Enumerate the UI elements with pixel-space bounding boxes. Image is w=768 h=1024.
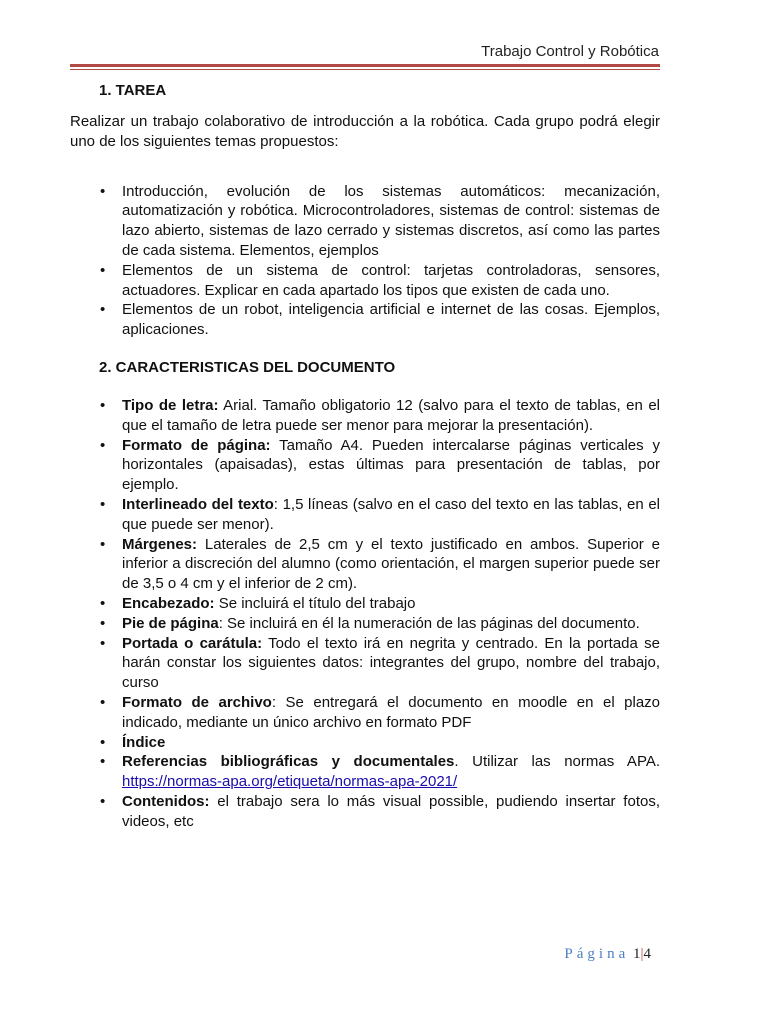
topic-item: • Introducción, evolución de los sistemas automáticos: mecanización, automatización y robótica. Microcontroladores, sistemas de control: sistemas de lazo abierto, sistemas de lazo cerrado y sistemas discretos, así como las partes de cada sistema. Elementos, ejemplos	[122, 182, 660, 261]
topic-item: • Elementos de un robot, inteligencia artificial e internet de las cosas. Ejemplos, aplicaciones.	[122, 300, 660, 340]
characteristic-text: Todo el texto irá en negrita y centrado. En la portada se harán constar los siguientes datos: integrantes del grupo, nombre del trabajo, curso	[122, 634, 660, 692]
characteristic-text: : 1,5 líneas (salvo en el caso del texto en las tablas, en el que puede ser menor).	[122, 495, 660, 533]
characteristic-term: Referencias bibliográficas y documentales	[122, 753, 455, 771]
characteristics-list	[122, 396, 660, 832]
characteristic-term: Índice	[122, 733, 166, 751]
characteristic-item	[122, 495, 660, 535]
characteristic-text: Laterales de 2,5 cm y el texto justificado en ambos. Superior e inferior a discreción del alumno (como orientación, el margen superior puede ser de 3,5 o 4 cm y el inferior de 2 cm).	[122, 535, 660, 593]
characteristic-item	[122, 693, 660, 733]
characteristic-term: Márgenes:	[122, 535, 198, 553]
page-label: Página	[564, 946, 630, 962]
header-rule-thin	[70, 69, 660, 70]
header-rule	[70, 64, 660, 67]
characteristic-term: Formato de página:	[122, 436, 271, 454]
characteristic-item	[122, 733, 660, 753]
topic-item: • Elementos de un sistema de control: tarjetas controladoras, sensores, actuadores. Explicar en cada apartado los tipos que existen de cada uno.	[122, 261, 660, 301]
characteristic-term: Tipo de letra:	[122, 396, 219, 414]
section-heading-caracteristicas: 2. CARACTERISTICAS DEL DOCUMENTO	[99, 358, 396, 376]
characteristic-text: Arial. Tamaño obligatorio 12 (salvo para el texto de tablas, en el que el tamaño de letra puede ser menor para mejorar la presentación).	[122, 396, 660, 434]
characteristic-text: . Utilizar las normas APA.	[454, 753, 661, 771]
characteristic-term: Formato de archivo	[122, 693, 272, 711]
document-body	[70, 80, 660, 832]
characteristic-text: Tamaño A4. Pueden intercalarse páginas verticales y horizontales (apaisadas), estas últimas para presentación de tablas, por ejemplo.	[122, 436, 660, 494]
characteristic-term: Pie de página	[122, 614, 219, 632]
characteristic-term: Encabezado:	[122, 594, 215, 612]
page-footer	[564, 946, 651, 963]
characteristic-text: Se incluirá el título del trabajo	[214, 594, 416, 612]
characteristic-item	[122, 535, 660, 594]
characteristic-term: Contenidos:	[122, 792, 210, 810]
characteristic-item	[122, 634, 660, 693]
characteristic-item	[122, 396, 660, 436]
characteristic-text: : Se entregará el documento en moodle en el plazo indicado, mediante un único archivo en formato PDF	[122, 693, 660, 731]
section-heading-tarea: 1. TAREA	[99, 82, 167, 99]
characteristic-item	[122, 614, 660, 634]
topics-list	[122, 182, 660, 340]
page-separator: |	[640, 946, 644, 962]
characteristic-item	[122, 594, 660, 614]
apa-norms-link[interactable]: https://normas-apa.org/etiqueta/normas-apa-2021/	[122, 773, 458, 791]
characteristic-text: el trabajo sera lo más visual possible, pudiendo insertar fotos, videos, etc	[122, 792, 660, 830]
characteristic-item	[122, 752, 660, 792]
page-total: 4	[643, 946, 651, 962]
characteristic-term: Portada o carátula:	[122, 634, 263, 652]
intro-paragraph: Realizar un trabajo colaborativo de introducción a la robótica. Cada grupo podrá elegir uno de los siguientes temas propuestos:	[70, 113, 660, 150]
characteristic-item	[122, 792, 660, 832]
characteristic-text: : Se incluirá en él la numeración de las páginas del documento.	[218, 614, 640, 632]
running-header-title: Trabajo Control y Robótica	[481, 43, 659, 60]
characteristic-term: Interlineado del texto	[122, 495, 274, 513]
page-number: 1	[632, 946, 641, 962]
characteristic-item	[122, 436, 660, 495]
